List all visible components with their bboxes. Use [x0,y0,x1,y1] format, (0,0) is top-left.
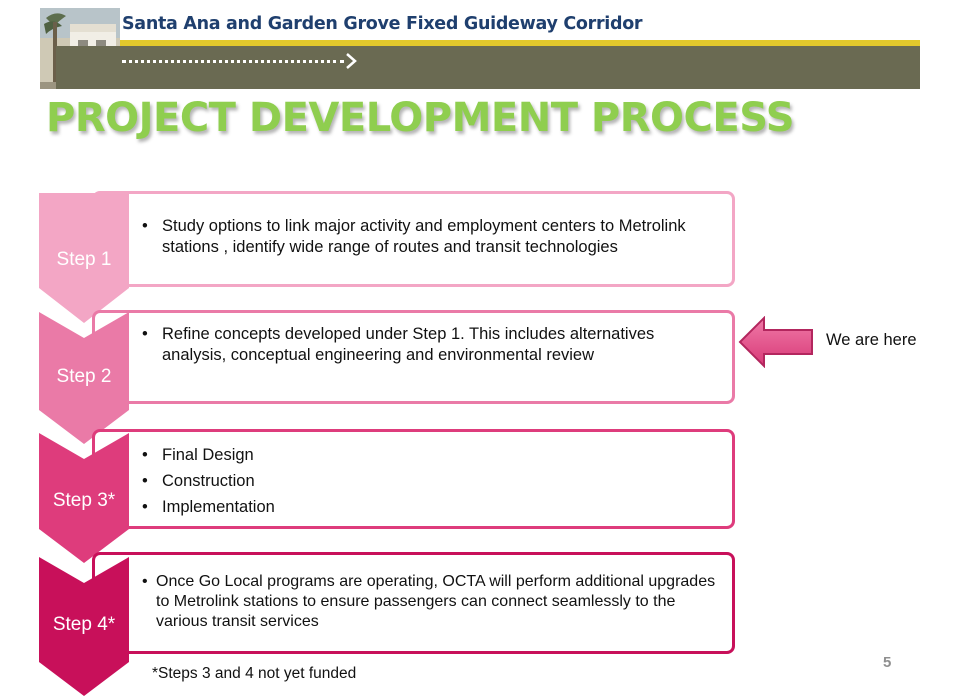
step-3-label: Step 3* [52,490,116,511]
step-4-bullet: • Once Go Local programs are operating, OCTA will perform additional upgrades to Metrolink stations to ensure passengers can connect seamlessly to the various transit services [142,572,722,632]
step-4-label: Step 4* [52,614,116,635]
step-1-bullet-list [142,216,732,258]
step-2-label: Step 2 [56,366,112,387]
step-3-bullet-list [142,442,542,520]
step-3-bullet: • Implementation [142,494,542,520]
arrow-left-icon [738,316,814,368]
header-dotted-line [122,60,344,63]
step-2-bullet: • Refine concepts developed under Step 1. This includes alternatives analysis, conceptual engineering and environmental review [142,324,712,366]
footnote: *Steps 3 and 4 not yet funded [152,665,357,682]
step-4-bullet-list [142,572,722,632]
step-2-bullet-list [142,324,712,366]
header-title: Santa Ana and Garden Grove Fixed Guideway Corridor [122,14,643,34]
we-are-here-label: We are here [826,331,917,349]
step-1-label: Step 1 [56,249,112,270]
page-number: 5 [883,654,892,671]
step-3-bullet: • Construction [142,468,542,494]
step-3-bullet: • Final Design [142,442,542,468]
page-title: PROJECT DEVELOPMENT PROCESS [46,95,795,141]
header-olive-bar [56,46,920,89]
chevron-right-icon [342,51,360,71]
step-1-bullet: • Study options to link major activity and employment centers to Metrolink stations , identify wide range of routes and transit technologies [142,216,732,258]
